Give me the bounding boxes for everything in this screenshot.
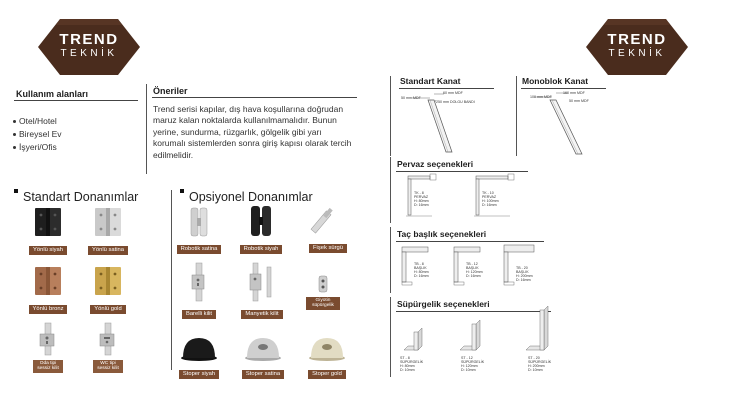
spec-line: H: 80mm <box>414 270 429 274</box>
item-caption: WC tipi sessiz kilit <box>93 360 123 373</box>
tac-code: TB - 8 <box>414 262 424 266</box>
item-caption: Stoper satina <box>242 370 284 379</box>
lock-icon <box>247 262 277 302</box>
item-caption: Barelli kilit <box>182 310 216 319</box>
spec-line: H: 120mm <box>461 364 478 368</box>
supurgelik-vertical-divider <box>390 297 391 377</box>
list-item: Bireysel Ev <box>12 128 62 141</box>
spec-line: D: 16mm <box>414 203 429 207</box>
dimension-label: 50 mm MDF <box>569 99 589 103</box>
logo-brand-name: TREND <box>607 31 667 48</box>
list-item: Otel/Hotel <box>12 115 62 128</box>
spec-line: D: 16mm <box>466 274 481 278</box>
section-vertical-divider <box>146 84 147 174</box>
tac-code: TB - 12 <box>466 262 478 266</box>
lock-wc <box>84 322 132 374</box>
item-caption: Yönlü satina <box>88 246 128 255</box>
guillotine-sweep <box>300 275 346 311</box>
spec-line: D: 10mm <box>400 368 415 372</box>
tac-title: Taç başlık seçenekleri <box>397 229 487 239</box>
item-caption: Stoper siyah <box>179 370 219 379</box>
robotic-satin <box>173 207 225 255</box>
brand-logo-right <box>586 19 688 75</box>
item-caption: Robotik siyah <box>240 245 283 254</box>
dimension-label: 50 mm MDF <box>401 96 421 100</box>
item-caption: Oda tipi sessiz kilit <box>33 360 63 373</box>
spec-line: SÜPÜRGELİK <box>461 360 485 364</box>
pervaz-title: Pervaz seçenekleri <box>397 159 474 169</box>
spec-line: D: 16mm <box>414 274 429 278</box>
spec-line: H: 80mm <box>414 199 429 203</box>
lock-icon <box>189 262 209 302</box>
monoblok-vertical-divider <box>516 76 517 156</box>
oneriler-title: Öneriler <box>153 86 188 96</box>
tac-code: TB - 20 <box>516 266 528 270</box>
hinge-black <box>22 206 74 256</box>
spec-line: PERVAZ <box>414 195 429 199</box>
logo-brand-subtitle: TEKNİK <box>60 48 118 59</box>
item-caption: Manyetik kilit <box>241 310 282 319</box>
hinge-icon <box>93 206 123 238</box>
usage-title: Kullanım alanları <box>16 89 89 99</box>
item-caption: Fişek sürgü <box>309 244 347 253</box>
tac-divider <box>396 241 544 242</box>
tac-vertical-divider <box>390 227 391 293</box>
supurgelik-title: Süpürgelik seçenekleri <box>397 299 490 309</box>
spec-line: H: 120mm <box>466 270 483 274</box>
spec-line: BAŞLIK <box>516 270 529 274</box>
spec-line: PERVAZ <box>482 195 497 199</box>
spec-line: H: 100mm <box>482 199 499 203</box>
hinge-bronze <box>22 265 74 315</box>
kanat-vertical-divider <box>390 76 391 156</box>
oneriler-text: Trend serisi kapılar, dış hava koşullarına doğrudan maruz kalan noktalarda kullanılmamalıdır. Bunun yerine, sundurma, rüzgarlık, gölgelik gibi yarı korumalı sistemlerden sonra giriş kapısı olarak tercih edilmelidir. <box>153 104 352 160</box>
concealed-hinge-icon <box>248 205 274 237</box>
pervaz-vertical-divider <box>390 157 391 223</box>
usage-divider <box>14 100 138 101</box>
item-caption: Yönlü siyah <box>29 246 67 255</box>
logo-brand-subtitle: TEKNİK <box>608 48 666 59</box>
door-stopper-icon <box>179 334 219 362</box>
dimension-label: 100 mm MDF <box>530 95 552 99</box>
pervaz-code: TK - 10 <box>482 191 494 195</box>
spec-line: H: 80mm <box>400 364 415 368</box>
dimension-label: 250 mm DOLGU BANDI <box>436 100 475 104</box>
monoblok-kanat-title: Monoblok Kanat <box>522 76 589 86</box>
standart-kanat-title: Standart Kanat <box>400 76 461 86</box>
supurgelik-code: ST - 20 <box>528 356 540 360</box>
item-caption: Giyotin süpürgelik <box>306 297 340 310</box>
supurgelik-code: ST - 8 <box>400 356 410 360</box>
stopper-gold <box>300 334 354 380</box>
hinge-icon <box>93 265 123 297</box>
supurgelik-drawings <box>398 304 558 354</box>
spec-line: SÜPÜRGELİK <box>528 360 552 364</box>
bolt-latch <box>302 206 354 254</box>
bullet-square-icon <box>14 189 18 193</box>
lock-icon <box>97 322 119 356</box>
supurgelik-code: ST - 12 <box>461 356 473 360</box>
bolt-icon <box>308 206 348 236</box>
spec-line: BAŞLIK <box>414 266 427 270</box>
magnetic-lock <box>236 262 288 320</box>
spec-line: D: 16mm <box>482 203 497 207</box>
pervaz-code: TK - 8 <box>414 191 424 195</box>
stopper-black <box>172 334 226 380</box>
spec-line: SÜPÜRGELİK <box>400 360 424 364</box>
hinge-satin <box>82 206 134 256</box>
oneriler-divider <box>152 97 357 98</box>
door-stopper-icon <box>307 334 347 362</box>
item-caption: Yönlü bronz <box>29 305 68 314</box>
brand-logo-left <box>38 19 140 75</box>
item-caption: Robotik satina <box>177 245 222 254</box>
spec-line: H: 200mm <box>516 274 533 278</box>
usage-list <box>12 115 62 154</box>
stopper-satin <box>236 334 290 380</box>
hinge-icon <box>33 265 63 297</box>
standart-donanimlar-title: Standart Donanımlar <box>14 190 138 204</box>
spec-line: D: 16mm <box>516 278 531 282</box>
spec-line: H: 200mm <box>528 364 545 368</box>
dimension-label: 160 mm MDF <box>563 91 585 95</box>
hinge-icon <box>33 206 63 238</box>
logo-brand-name: TREND <box>59 31 119 48</box>
item-caption: Yönlü gold <box>90 305 125 314</box>
spec-line: D: 10mm <box>461 368 476 372</box>
robotic-black <box>235 205 287 255</box>
spec-line: D: 10mm <box>528 368 543 372</box>
hinge-gold <box>82 265 134 315</box>
barelli-lock <box>175 262 223 320</box>
spec-line: BAŞLIK <box>466 266 479 270</box>
concealed-hinge-icon <box>188 207 210 237</box>
opsiyonel-donanimlar-title: Opsiyonel Donanımlar <box>180 190 313 204</box>
lock-icon <box>37 322 59 356</box>
door-stopper-icon <box>243 334 283 362</box>
lock-room <box>24 322 72 374</box>
door-sweep-icon <box>316 275 330 293</box>
bullet-square-icon <box>180 189 184 193</box>
item-caption: Stoper gold <box>308 370 346 379</box>
dimension-label: 60 mm MDF <box>443 91 463 95</box>
list-item: İşyeri/Ofis <box>12 141 62 154</box>
